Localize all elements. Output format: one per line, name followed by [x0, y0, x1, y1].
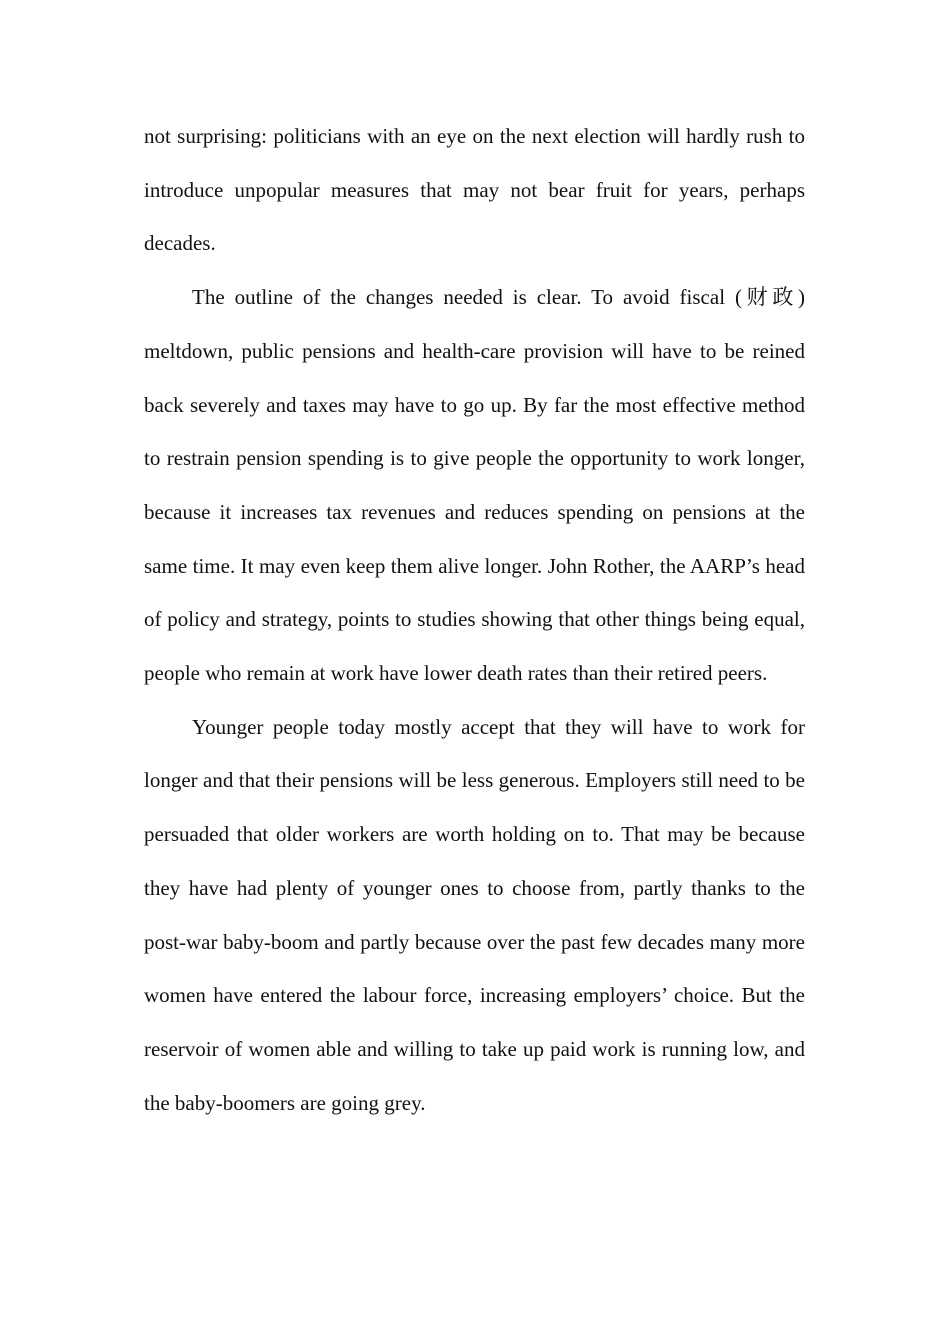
- paragraph-2: The outline of the changes needed is clear. To avoid fiscal (财政) meltdown, public pensions and health-care provision will have to be reined back severely and taxes may have to go up. By far the most effective method to restrain pension spending is to give people the opportunity to work longer, because it increases tax revenues and reduces spending on pensions at the same time. It may even keep them alive longer. John Rother, the AARP’s head of policy and strategy, points to studies showing that other things being equal, people who remain at work have lower death rates than their retired peers.: [144, 285, 805, 686]
- paragraph-1: not surprising: politicians with an eye on the next election will hardly rush to introduce unpopular measures that may not bear fruit for years, perhaps decades.: [144, 124, 805, 256]
- document-body: [144, 110, 805, 1130]
- paragraph-3: Younger people today mostly accept that they will have to work for longer and that their pensions will be less generous. Employers still need to be persuaded that older workers are worth holding on to. That may be because they have had plenty of younger ones to choose from, partly thanks to the post-war baby-boom and partly because over the past few decades many more women have entered the labour force, increasing employers’ choice. But the reservoir of women able and willing to take up paid work is running low, and the baby-boomers are going grey.: [144, 714, 805, 1115]
